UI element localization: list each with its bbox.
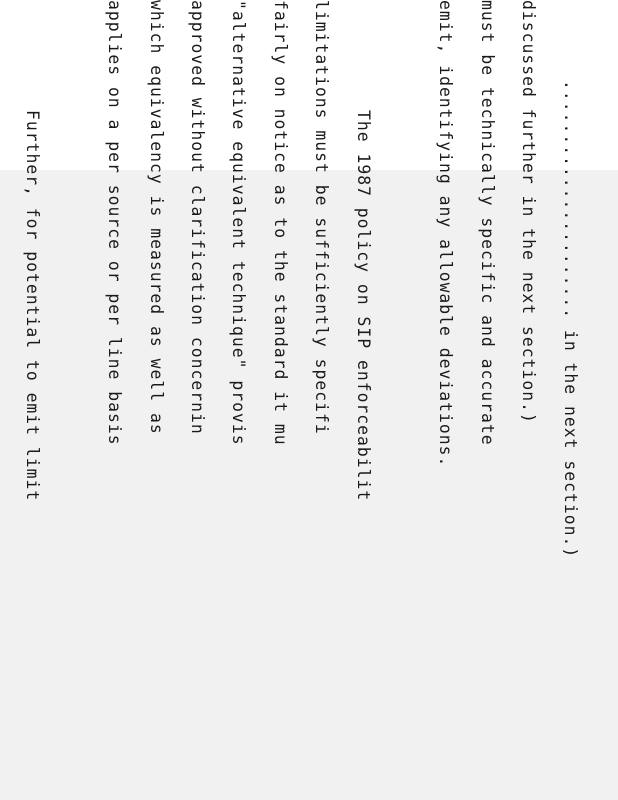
text-line: "alternative equivalent technique" provis: [229, 0, 249, 446]
text-line: discussed further in the next section.): [519, 0, 539, 424]
text-line: ...................... in the next section.): [560, 80, 580, 559]
text-line: must be technically specific and accurate: [477, 0, 497, 446]
text-line: fairly on notice as to the standard it mu: [270, 0, 290, 446]
text-line: which equivalency is measured as well as: [146, 0, 166, 435]
text-line: approved without clarification concernin: [188, 0, 208, 435]
text-line: applies on a per source or per line basis: [105, 0, 125, 446]
rotated-text-block: [22, 0, 618, 800]
text-line: emit, identifying any allowable deviations.: [436, 0, 456, 468]
text-line: limitations must be sufficiently specifi: [312, 0, 332, 435]
text-line: The 1987 policy on SIP enforceabilit: [353, 110, 373, 502]
text-line: Further, for potential to emit limit: [22, 110, 42, 502]
